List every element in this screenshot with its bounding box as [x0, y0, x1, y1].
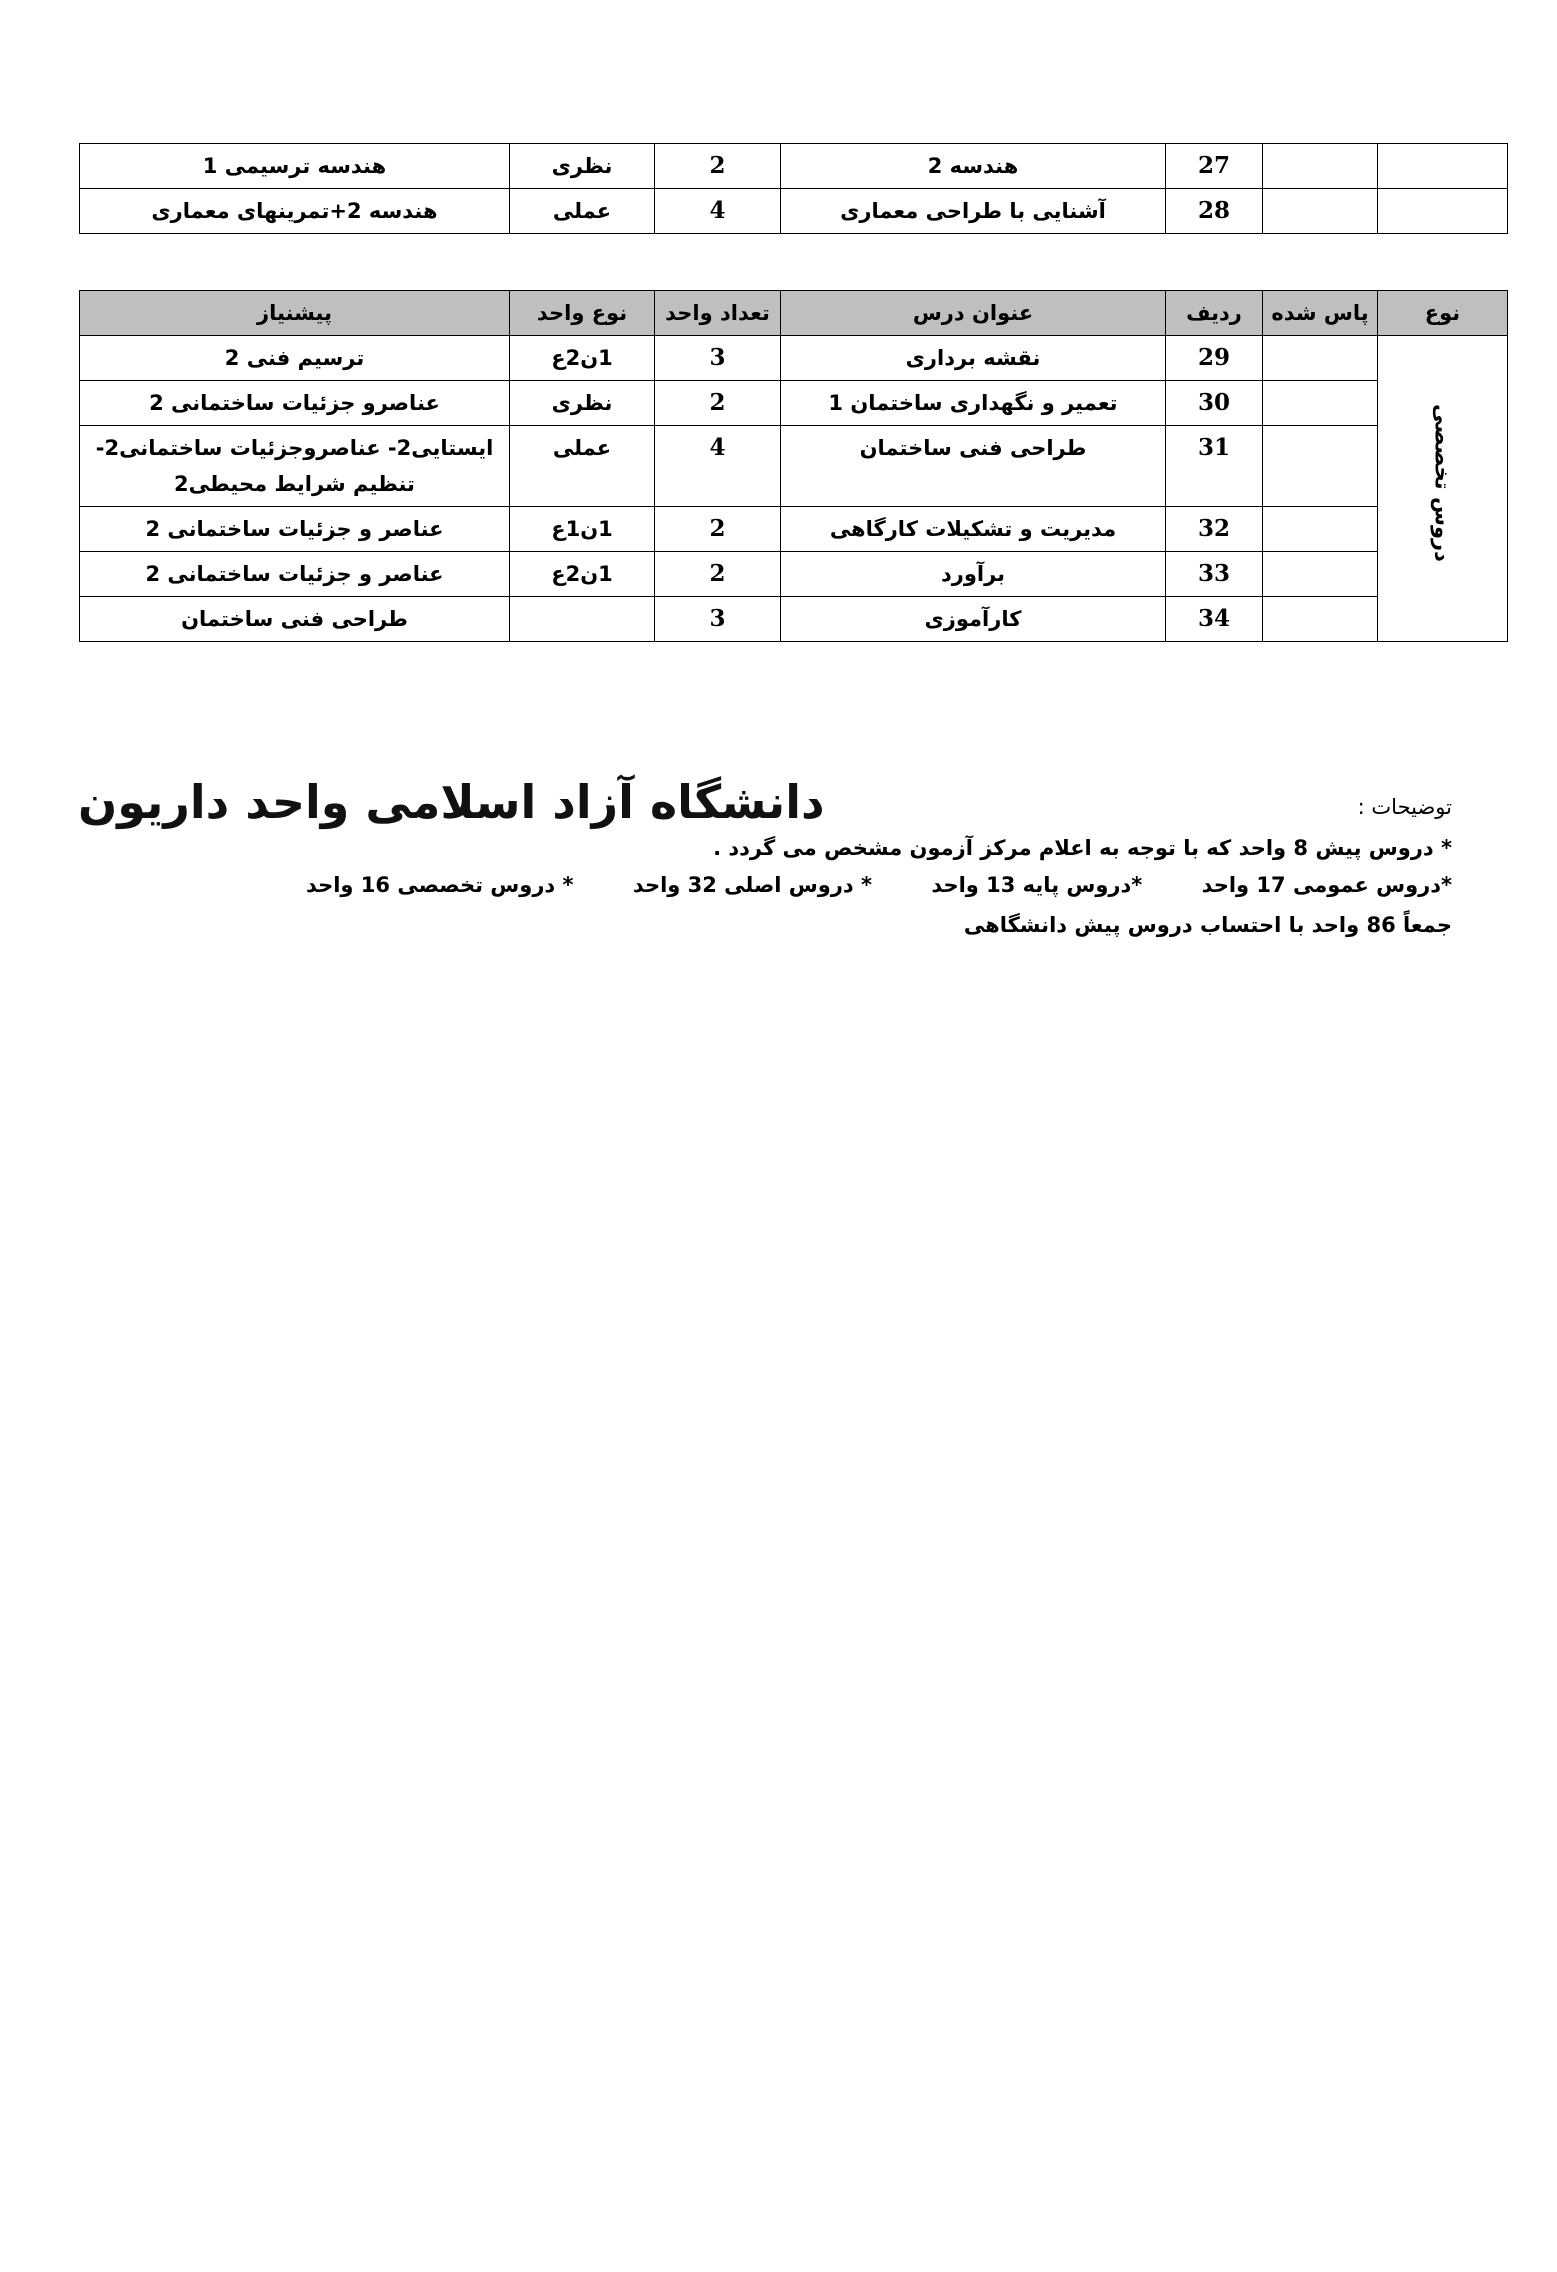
table-row	[80, 426, 1508, 507]
prereq-cell: هندسه ترسیمی 1	[80, 144, 510, 189]
credits-cell: 2	[655, 381, 781, 426]
course-title-cell: کارآموزی	[781, 597, 1166, 642]
table-row	[80, 507, 1508, 552]
group-label-cell	[1378, 336, 1508, 642]
main-course-table-body	[80, 336, 1508, 642]
credits-cell: 4	[655, 426, 781, 507]
row-number-cell: 33	[1166, 552, 1263, 597]
passed-cell	[1263, 507, 1378, 552]
unit-type-cell: نظری	[510, 144, 655, 189]
note-core: * دروس اصلی 32 واحد	[632, 873, 872, 897]
note-specialized: * دروس تخصصی 16 واحد	[305, 873, 574, 897]
row-number-cell: 29	[1166, 336, 1263, 381]
prereq-cell: عناصر و جزئیات ساختمانی 2	[80, 552, 510, 597]
header-title: عنوان درس	[781, 291, 1166, 336]
header-row: ردیف	[1166, 291, 1263, 336]
passed-cell	[1263, 426, 1378, 507]
row-number-cell: 30	[1166, 381, 1263, 426]
credits-cell: 3	[655, 336, 781, 381]
note-line-2	[292, 873, 1452, 897]
header-passed: پاس شده	[1263, 291, 1378, 336]
top-course-table	[79, 143, 1508, 234]
table-row	[80, 597, 1508, 642]
table-row	[80, 336, 1508, 381]
prereq-cell: ترسیم فنی 2	[80, 336, 510, 381]
unit-type-cell: نظری	[510, 381, 655, 426]
passed-cell	[1263, 381, 1378, 426]
passed-cell	[1263, 597, 1378, 642]
header-credits: تعداد واحد	[655, 291, 781, 336]
type-cell	[1378, 144, 1508, 189]
course-title-cell: نقشه برداری	[781, 336, 1166, 381]
main-course-table	[79, 290, 1508, 642]
row-number-cell: 27	[1166, 144, 1263, 189]
type-cell	[1378, 189, 1508, 234]
passed-cell	[1263, 336, 1378, 381]
course-title-cell: مدیریت و تشکیلات کارگاهی	[781, 507, 1166, 552]
course-title-cell: طراحی فنی ساختمان	[781, 426, 1166, 507]
header-unit-type: نوع واحد	[510, 291, 655, 336]
course-title-cell: هندسه 2	[781, 144, 1166, 189]
passed-cell	[1263, 144, 1378, 189]
notes-title: توضیحات :	[1357, 795, 1452, 819]
prereq-cell: ایستایی2- عناصروجزئیات ساختمانی2- تنظیم شرایط محیطی2	[80, 426, 510, 507]
table-row	[80, 144, 1508, 189]
credits-cell: 2	[655, 507, 781, 552]
prereq-cell: عناصر و جزئیات ساختمانی 2	[80, 507, 510, 552]
row-number-cell: 28	[1166, 189, 1263, 234]
note-general: *دروس عمومی 17 واحد	[1201, 873, 1452, 897]
table-row	[80, 189, 1508, 234]
course-title-cell: برآورد	[781, 552, 1166, 597]
unit-type-cell: عملی	[510, 189, 655, 234]
university-stamp: دانشگاه آزاد اسلامی واحد داریون	[78, 775, 825, 829]
unit-type-cell: 1ن2ع	[510, 336, 655, 381]
unit-type-cell: عملی	[510, 426, 655, 507]
passed-cell	[1263, 552, 1378, 597]
table-row	[80, 552, 1508, 597]
group-label: دروس تخصصی	[1430, 404, 1455, 562]
row-number-cell: 34	[1166, 597, 1263, 642]
table-row	[80, 381, 1508, 426]
header-prereq: پیشنیاز	[80, 291, 510, 336]
credits-cell: 2	[655, 552, 781, 597]
credits-cell: 4	[655, 189, 781, 234]
unit-type-cell: 1ن2ع	[510, 552, 655, 597]
prereq-cell: عناصرو جزئیات ساختمانی 2	[80, 381, 510, 426]
header-type: نوع	[1378, 291, 1508, 336]
row-number-cell: 32	[1166, 507, 1263, 552]
top-course-table-body	[80, 144, 1508, 234]
unit-type-cell	[510, 597, 655, 642]
course-title-cell: آشنایی با طراحی معماری	[781, 189, 1166, 234]
prereq-cell: طراحی فنی ساختمان	[80, 597, 510, 642]
credits-cell: 2	[655, 144, 781, 189]
note-line-3: جمعاً 86 واحد با احتساب دروس پیش دانشگاهی	[963, 913, 1452, 937]
passed-cell	[1263, 189, 1378, 234]
prereq-cell: هندسه 2+تمرینهای معماری	[80, 189, 510, 234]
table-header-row	[80, 291, 1508, 336]
unit-type-cell: 1ن1ع	[510, 507, 655, 552]
note-line-1: * دروس پیش 8 واحد که با توجه به اعلام مرکز آزمون مشخص می گردد .	[713, 836, 1452, 860]
course-title-cell: تعمیر و نگهداری ساختمان 1	[781, 381, 1166, 426]
credits-cell: 3	[655, 597, 781, 642]
note-basic: *دروس پایه 13 واحد	[931, 873, 1143, 897]
row-number-cell: 31	[1166, 426, 1263, 507]
